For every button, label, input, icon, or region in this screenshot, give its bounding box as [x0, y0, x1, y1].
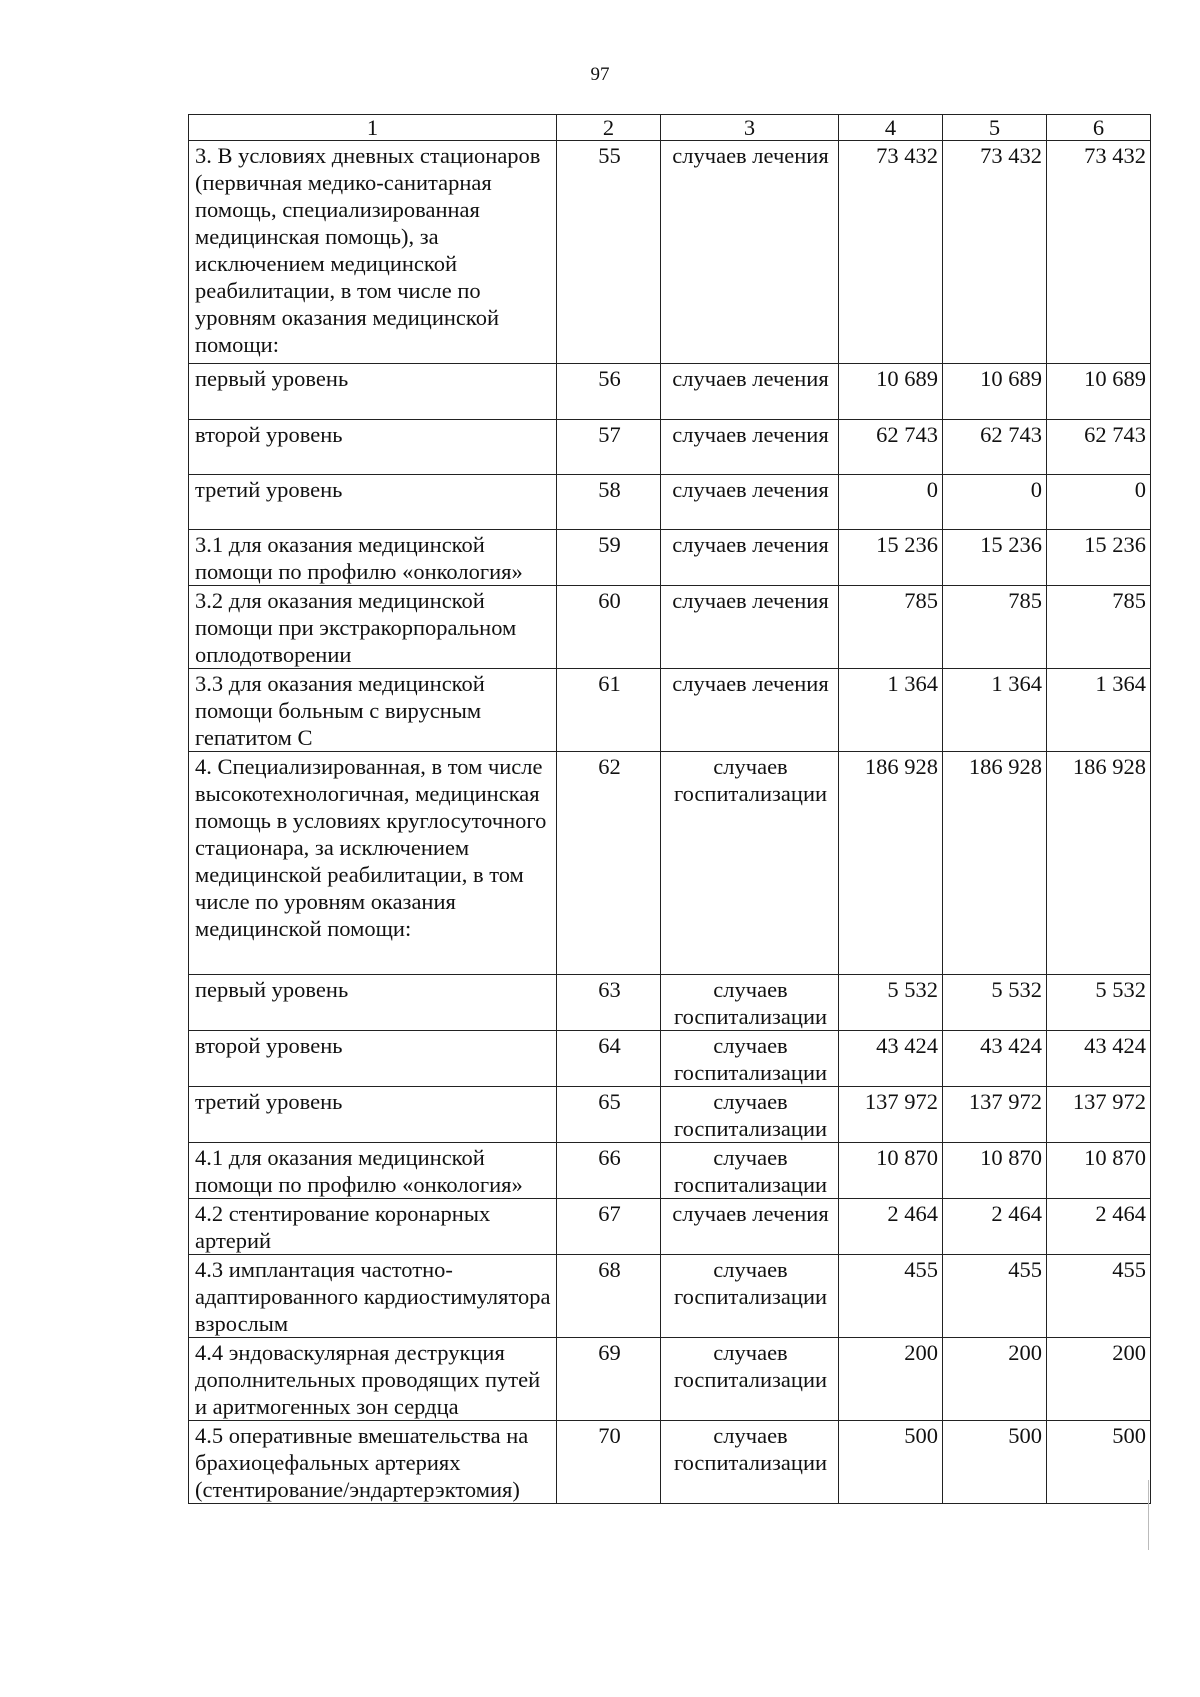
row-unit-cell: случаев лечения — [661, 420, 839, 475]
table-row — [189, 1031, 1151, 1087]
table-row — [189, 420, 1151, 475]
row-value-col5: 73 432 — [943, 141, 1047, 364]
row-unit-cell: случаев госпитализации — [661, 752, 839, 975]
row-value-col6: 137 972 — [1047, 1087, 1151, 1143]
row-number-cell: 57 — [557, 420, 661, 475]
row-value-col4: 10 689 — [839, 364, 943, 420]
header-cell-3: 3 — [661, 115, 839, 141]
row-unit-cell: случаев лечения — [661, 586, 839, 669]
header-cell-6: 6 — [1047, 115, 1151, 141]
table-row — [189, 975, 1151, 1031]
row-unit-cell: случаев лечения — [661, 530, 839, 586]
row-number-cell: 66 — [557, 1143, 661, 1199]
row-number-cell: 56 — [557, 364, 661, 420]
table-row — [189, 1338, 1151, 1421]
row-value-col5: 43 424 — [943, 1031, 1047, 1087]
row-name-cell: второй уровень — [189, 1031, 557, 1087]
row-name-cell: 4. Специализированная, в том числе высокотехнологичная, медицинская помощь в условиях круглосуточного стационара, за исключением медицинской реабилитации, в том числе по уровням оказания медицинской помощи: — [189, 752, 557, 975]
row-value-col5: 455 — [943, 1255, 1047, 1338]
row-number-cell: 59 — [557, 530, 661, 586]
row-unit-cell: случаев госпитализации — [661, 1338, 839, 1421]
row-name-cell: второй уровень — [189, 420, 557, 475]
row-unit-cell: случаев госпитализации — [661, 1421, 839, 1504]
row-value-col4: 5 532 — [839, 975, 943, 1031]
row-number-cell: 70 — [557, 1421, 661, 1504]
volume-table — [188, 114, 1151, 1504]
row-value-col5: 10 870 — [943, 1143, 1047, 1199]
row-value-col4: 62 743 — [839, 420, 943, 475]
table-row — [189, 141, 1151, 364]
row-value-col4: 785 — [839, 586, 943, 669]
row-unit-cell: случаев госпитализации — [661, 975, 839, 1031]
row-value-col5: 186 928 — [943, 752, 1047, 975]
row-value-col5: 0 — [943, 475, 1047, 530]
row-unit-cell: случаев госпитализации — [661, 1255, 839, 1338]
row-name-cell: 3. В условиях дневных стационаров (первичная медико-санитарная помощь, специализированная медицинская помощь), за исключением медицинской реабилитации, в том числе по уровням оказания медицинской помощи: — [189, 141, 557, 364]
table-row — [189, 1087, 1151, 1143]
row-unit-cell: случаев госпитализации — [661, 1087, 839, 1143]
row-value-col5: 500 — [943, 1421, 1047, 1504]
table-row — [189, 752, 1151, 975]
row-value-col5: 62 743 — [943, 420, 1047, 475]
row-number-cell: 55 — [557, 141, 661, 364]
table-row — [189, 1199, 1151, 1255]
row-value-col6: 10 870 — [1047, 1143, 1151, 1199]
row-value-col6: 2 464 — [1047, 1199, 1151, 1255]
row-name-cell: 4.5 оперативные вмешательства на брахиоцефальных артериях (стентирование/эндартерэктомия) — [189, 1421, 557, 1504]
row-number-cell: 68 — [557, 1255, 661, 1338]
row-unit-cell: случаев лечения — [661, 669, 839, 752]
row-name-cell: третий уровень — [189, 1087, 557, 1143]
row-name-cell: 3.2 для оказания медицинской помощи при экстракорпоральном оплодотворении — [189, 586, 557, 669]
row-value-col5: 1 364 — [943, 669, 1047, 752]
row-number-cell: 61 — [557, 669, 661, 752]
row-unit-cell: случаев госпитализации — [661, 1143, 839, 1199]
row-unit-cell: случаев лечения — [661, 364, 839, 420]
row-value-col5: 15 236 — [943, 530, 1047, 586]
row-value-col6: 785 — [1047, 586, 1151, 669]
row-value-col4: 10 870 — [839, 1143, 943, 1199]
row-name-cell: первый уровень — [189, 975, 557, 1031]
row-number-cell: 60 — [557, 586, 661, 669]
row-value-col4: 15 236 — [839, 530, 943, 586]
row-number-cell: 58 — [557, 475, 661, 530]
row-value-col4: 73 432 — [839, 141, 943, 364]
row-value-col6: 73 432 — [1047, 141, 1151, 364]
row-unit-cell: случаев лечения — [661, 475, 839, 530]
table-row — [189, 475, 1151, 530]
table-row — [189, 669, 1151, 752]
row-value-col6: 200 — [1047, 1338, 1151, 1421]
row-name-cell: 3.1 для оказания медицинской помощи по профилю «онкология» — [189, 530, 557, 586]
header-cell-5: 5 — [943, 115, 1047, 141]
row-value-col6: 0 — [1047, 475, 1151, 530]
row-name-cell: первый уровень — [189, 364, 557, 420]
row-number-cell: 69 — [557, 1338, 661, 1421]
row-value-col5: 10 689 — [943, 364, 1047, 420]
row-name-cell: 4.2 стентирование коронарных артерий — [189, 1199, 557, 1255]
row-value-col4: 2 464 — [839, 1199, 943, 1255]
header-cell-4: 4 — [839, 115, 943, 141]
row-name-cell: 4.3 имплантация частотно-адаптированного кардиостимулятора взрослым — [189, 1255, 557, 1338]
row-number-cell: 62 — [557, 752, 661, 975]
row-value-col5: 137 972 — [943, 1087, 1047, 1143]
row-name-cell: 4.4 эндоваскулярная деструкция дополнительных проводящих путей и аритмогенных зон сердца — [189, 1338, 557, 1421]
table-row — [189, 586, 1151, 669]
row-value-col6: 1 364 — [1047, 669, 1151, 752]
row-value-col5: 785 — [943, 586, 1047, 669]
row-value-col4: 455 — [839, 1255, 943, 1338]
table-row — [189, 364, 1151, 420]
row-unit-cell: случаев лечения — [661, 1199, 839, 1255]
scan-artifact — [1148, 1480, 1149, 1550]
row-name-cell: 3.3 для оказания медицинской помощи больным с вирусным гепатитом С — [189, 669, 557, 752]
row-value-col6: 62 743 — [1047, 420, 1151, 475]
row-value-col6: 43 424 — [1047, 1031, 1151, 1087]
row-number-cell: 64 — [557, 1031, 661, 1087]
row-value-col5: 2 464 — [943, 1199, 1047, 1255]
row-value-col4: 500 — [839, 1421, 943, 1504]
row-name-cell: третий уровень — [189, 475, 557, 530]
page-number: 97 — [590, 64, 610, 85]
table-row — [189, 530, 1151, 586]
row-number-cell: 67 — [557, 1199, 661, 1255]
row-number-cell: 63 — [557, 975, 661, 1031]
row-value-col4: 186 928 — [839, 752, 943, 975]
table-row — [189, 1421, 1151, 1504]
row-unit-cell: случаев госпитализации — [661, 1031, 839, 1087]
row-value-col4: 137 972 — [839, 1087, 943, 1143]
row-value-col4: 0 — [839, 475, 943, 530]
row-value-col6: 500 — [1047, 1421, 1151, 1504]
header-cell-2: 2 — [557, 115, 661, 141]
table-header-row — [189, 115, 1151, 141]
row-value-col4: 1 364 — [839, 669, 943, 752]
row-value-col6: 5 532 — [1047, 975, 1151, 1031]
row-value-col6: 15 236 — [1047, 530, 1151, 586]
row-number-cell: 65 — [557, 1087, 661, 1143]
row-value-col4: 200 — [839, 1338, 943, 1421]
row-value-col6: 455 — [1047, 1255, 1151, 1338]
header-cell-1: 1 — [189, 115, 557, 141]
row-value-col6: 10 689 — [1047, 364, 1151, 420]
row-unit-cell: случаев лечения — [661, 141, 839, 364]
table-row — [189, 1255, 1151, 1338]
row-name-cell: 4.1 для оказания медицинской помощи по профилю «онкология» — [189, 1143, 557, 1199]
table-row — [189, 1143, 1151, 1199]
row-value-col4: 43 424 — [839, 1031, 943, 1087]
row-value-col6: 186 928 — [1047, 752, 1151, 975]
row-value-col5: 200 — [943, 1338, 1047, 1421]
row-value-col5: 5 532 — [943, 975, 1047, 1031]
